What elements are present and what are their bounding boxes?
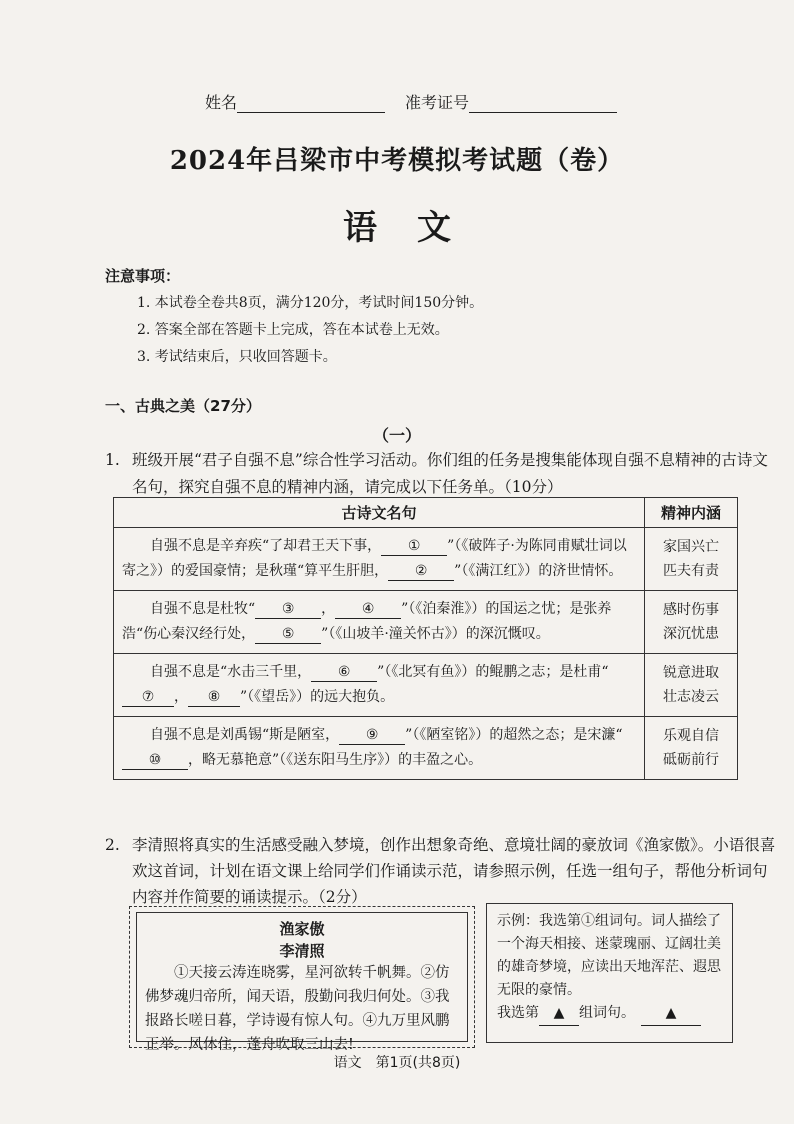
exam-number-label: 准考证号 bbox=[405, 93, 470, 112]
text-span: ”（《北冥有鱼》）的鲲鹏之志；是杜甫“ bbox=[377, 664, 609, 680]
answer-mid: 组词句。 bbox=[579, 1005, 635, 1021]
text-span: ”（《山坡羊·潼关怀古》）的深沉慨叹。 bbox=[321, 626, 550, 642]
table-cell-content bbox=[114, 654, 645, 717]
answer-blank-8[interactable]: ⑧ bbox=[188, 688, 240, 707]
text-span: ， bbox=[174, 689, 188, 705]
table-cell-content bbox=[114, 717, 645, 780]
meaning-line: 匹夫有责 bbox=[663, 563, 719, 579]
notes-heading: 注意事项： bbox=[105, 267, 181, 285]
meaning-line: 壮志凌云 bbox=[663, 689, 719, 705]
question-2 bbox=[105, 832, 777, 910]
text-span: 自强不息是刘禹锡“斯是陋室， bbox=[150, 727, 340, 743]
note-item: 2. 答案全部在答题卡上完成，答在本试卷上无效。 bbox=[137, 322, 449, 338]
table-header-col2: 精神内涵 bbox=[645, 498, 738, 528]
poem-box bbox=[129, 906, 475, 1053]
table-cell-meaning bbox=[645, 654, 738, 717]
answer-blank-6[interactable]: ⑥ bbox=[311, 663, 377, 682]
table-header-row bbox=[114, 498, 738, 528]
meaning-line: 锐意进取 bbox=[663, 665, 719, 681]
answer-blank-9[interactable]: ⑨ bbox=[339, 726, 405, 745]
candidate-info bbox=[205, 90, 617, 113]
table-cell-content bbox=[114, 528, 645, 591]
task-table bbox=[113, 497, 738, 780]
exam-number-blank[interactable] bbox=[469, 98, 617, 113]
name-label: 姓名 bbox=[205, 93, 238, 112]
question-number: 2. bbox=[105, 836, 120, 854]
meaning-line: 乐观自信 bbox=[663, 728, 719, 744]
poem-text: ①天接云涛连晓雾，星河欲转千帆舞。②仿佛梦魂归帝所，闻天语，殷勤问我归何处。③我报路长嗟日暮，学诗谩有惊人句。④九万里风鹏正举。风休住，蓬舟吹取三山去! bbox=[145, 965, 450, 1053]
page-footer: 语文 第1页(共8页) bbox=[333, 1055, 461, 1071]
answer-prefix: 我选第 bbox=[497, 1005, 539, 1021]
question-1 bbox=[105, 447, 777, 501]
note-item: 1. 本试卷全卷共8页，满分120分，考试时间150分钟。 bbox=[137, 295, 484, 311]
text-span: ，略无慕艳意”（《送东阳马生序》）的丰盈之心。 bbox=[188, 752, 483, 768]
table-row bbox=[114, 717, 738, 780]
text-span: ”（《满江红》）的济世情怀。 bbox=[454, 563, 623, 579]
question-number: 1. bbox=[105, 451, 120, 469]
section-heading: 一、古典之美（27分） bbox=[105, 397, 261, 415]
table-row bbox=[114, 591, 738, 654]
table-row bbox=[114, 654, 738, 717]
text-span: ”（《破阵子·为陈同甫赋壮词以寄之》）的爱国豪情；是秋瑾“算平生肝胆， bbox=[122, 538, 627, 579]
text-span: ”（《望岳》）的远大抱负。 bbox=[240, 689, 395, 705]
table-header-col1: 古诗文名句 bbox=[114, 498, 645, 528]
answer-blank-4[interactable]: ④ bbox=[335, 600, 401, 619]
part-label: （一） bbox=[372, 426, 421, 445]
text-span: 自强不息是“水击三千里， bbox=[150, 664, 312, 680]
table-cell-meaning bbox=[645, 717, 738, 780]
table-cell-meaning bbox=[645, 528, 738, 591]
answer-group-blank[interactable]: ▲ bbox=[539, 1002, 579, 1026]
text-span: ”（《泊秦淮》）的国运之忧；是张养浩“伤心秦汉经行处， bbox=[122, 601, 612, 642]
answer-blank-1[interactable]: ① bbox=[381, 537, 447, 556]
poem-title: 渔家傲 bbox=[279, 920, 325, 938]
note-item: 3. 考试结束后，只收回答题卡。 bbox=[137, 349, 337, 365]
table-cell-content bbox=[114, 591, 645, 654]
answer-blank-5[interactable]: ⑤ bbox=[255, 625, 321, 644]
name-field[interactable] bbox=[205, 90, 385, 113]
answer-line bbox=[497, 1002, 722, 1026]
text-span: ”（《陋室铭》）的超然之态；是宋濂“ bbox=[405, 727, 623, 743]
meaning-line: 砥砺前行 bbox=[663, 752, 719, 768]
answer-analysis-blank[interactable]: ▲ bbox=[641, 1002, 701, 1026]
answer-blank-2[interactable]: ② bbox=[388, 562, 454, 581]
question-text: 班级开展“君子自强不息”综合性学习活动。你们组的任务是搜集能体现自强不息精神的古诗文名句，探究自强不息的精神内涵，请完成以下任务单。（10分） bbox=[132, 451, 768, 496]
poem-box-inner bbox=[136, 912, 468, 1053]
meaning-line: 家国兴亡 bbox=[663, 539, 719, 555]
meaning-line: 感时伤事 bbox=[663, 602, 719, 618]
exam-title: 2024年吕梁市中考模拟考试题（卷） bbox=[169, 146, 625, 176]
question-text: 李清照将真实的生活感受融入梦境，创作出想象奇绝、意境壮阔的豪放词《渔家傲》。小语很喜欢这首词，计划在语文课上给同学们作诵读示范，请参照示例，任选一组句子，帮他分析词句内容并作简要的诵读提示。（2分） bbox=[132, 836, 776, 906]
notes-list bbox=[137, 290, 483, 371]
text-span: 自强不息是辛弃疾“了却君王天下事， bbox=[150, 538, 382, 554]
subject-title: 语文 bbox=[343, 208, 491, 248]
poem-author: 李清照 bbox=[279, 942, 325, 960]
text-span: 自强不息是杜牧“ bbox=[150, 601, 256, 617]
example-box bbox=[486, 903, 733, 1043]
table-cell-meaning bbox=[645, 591, 738, 654]
answer-blank-10[interactable]: ⑩ bbox=[122, 751, 188, 770]
name-blank[interactable] bbox=[237, 98, 385, 113]
exam-number-field[interactable] bbox=[405, 90, 617, 113]
text-span: ， bbox=[321, 601, 336, 617]
answer-blank-7[interactable]: ⑦ bbox=[122, 688, 174, 707]
answer-blank-3[interactable]: ③ bbox=[255, 600, 321, 619]
table-row bbox=[114, 528, 738, 591]
example-text: 示例：我选第①组词句。词人描绘了一个海天相接、迷蒙瑰丽、辽阔壮美的雄奇梦境，应读出天地浑茫、遐思无限的豪情。 bbox=[497, 913, 721, 998]
meaning-line: 深沉忧患 bbox=[663, 626, 719, 642]
